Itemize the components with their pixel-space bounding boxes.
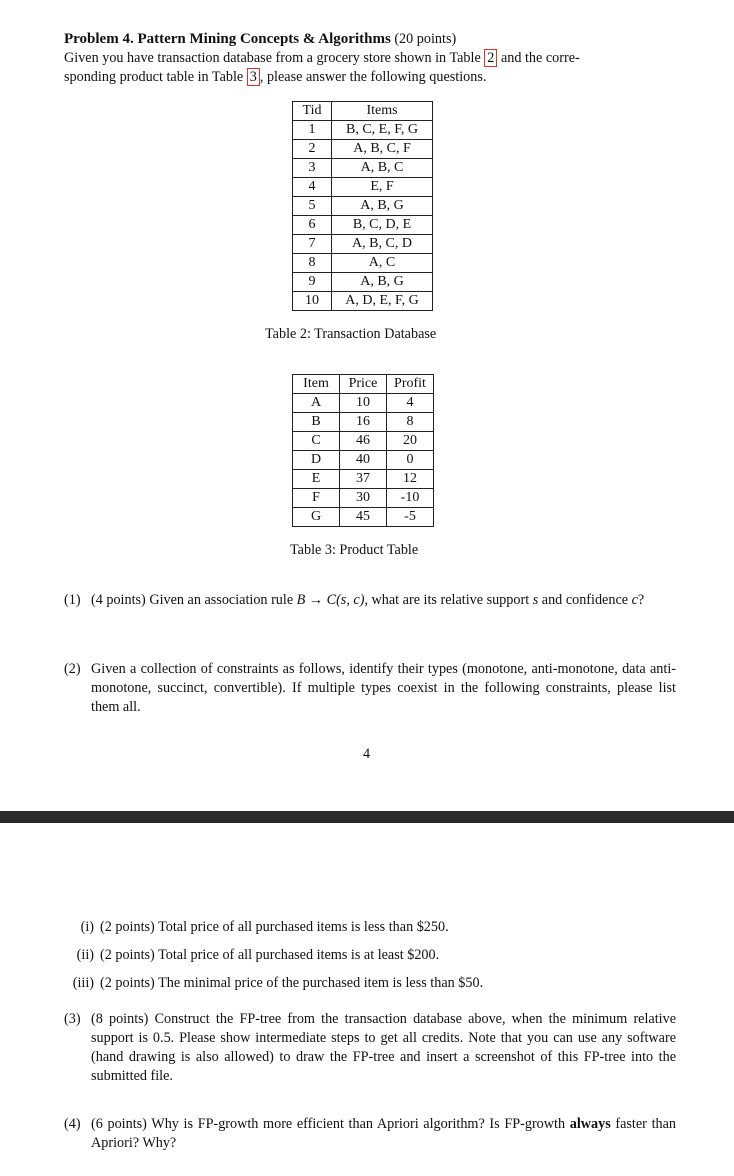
table-row xyxy=(293,121,433,140)
table-row xyxy=(293,292,433,311)
price-cell: 45 xyxy=(340,508,387,527)
profit-cell: -10 xyxy=(387,489,434,508)
problem-intro xyxy=(64,30,676,87)
tid-cell: 2 xyxy=(293,140,332,159)
table-row xyxy=(293,178,433,197)
list-item xyxy=(56,974,483,993)
intro-text: and the corre- xyxy=(500,50,580,66)
table-row xyxy=(293,140,433,159)
column-header: Profit xyxy=(387,375,434,394)
items-cell: A, B, C xyxy=(332,159,433,178)
question-number: (4) xyxy=(64,1116,81,1132)
question-text: ? xyxy=(637,592,645,608)
profit-cell: 4 xyxy=(387,394,434,413)
table-ref-link[interactable]: 3 xyxy=(247,68,260,86)
items-cell: A, D, E, F, G xyxy=(332,292,433,311)
question-4 xyxy=(64,1115,676,1153)
question-3 xyxy=(64,1010,676,1086)
table-row xyxy=(293,254,433,273)
tid-cell: 3 xyxy=(293,159,332,178)
subitem-text: (2 points) Total price of all purchased items is less than $250. xyxy=(100,919,449,935)
table-row xyxy=(293,273,433,292)
item-cell: F xyxy=(293,489,340,508)
price-cell: 16 xyxy=(340,413,387,432)
profit-cell: 0 xyxy=(387,451,434,470)
subitem-text: (2 points) Total price of all purchased items is at least $200. xyxy=(100,947,440,963)
table-header-row xyxy=(293,375,434,394)
list-item xyxy=(56,918,449,937)
profit-cell: 20 xyxy=(387,432,434,451)
column-header: Tid xyxy=(293,102,332,121)
question-number: (1) xyxy=(64,592,81,608)
item-cell: E xyxy=(293,470,340,489)
page-divider xyxy=(0,811,734,823)
price-cell: 46 xyxy=(340,432,387,451)
tid-cell: 5 xyxy=(293,197,332,216)
items-cell: A, B, C, F xyxy=(332,140,433,159)
price-cell: 40 xyxy=(340,451,387,470)
table-row xyxy=(293,432,434,451)
question-text: confidence xyxy=(565,592,629,608)
items-cell: A, C xyxy=(332,254,433,273)
table-row xyxy=(293,235,433,254)
list-item xyxy=(56,946,439,965)
intro-text: sponding product table in Table xyxy=(64,69,244,85)
items-cell: B, C, E, F, G xyxy=(332,121,433,140)
tid-cell: 6 xyxy=(293,216,332,235)
question-text: (8 points) Construct the FP-tree from the transaction database above, when the minimum relative support is 0.5. Please show intermediate steps to get all credits. Note that you can use any software (hand drawing is also allowed) to draw the FP-tree and insert a screenshot of this FP-tree into the submitted file. xyxy=(91,1011,676,1084)
price-cell: 37 xyxy=(340,470,387,489)
tid-cell: 1 xyxy=(293,121,332,140)
question-number: (2) xyxy=(64,661,81,677)
confidence-symbol: c xyxy=(631,592,638,608)
items-cell: B, C, D, E xyxy=(332,216,433,235)
profit-cell: 12 xyxy=(387,470,434,489)
question-text: (4 points) Given an association rule xyxy=(91,592,294,608)
price-cell: 30 xyxy=(340,489,387,508)
column-header: Price xyxy=(340,375,387,394)
tid-cell: 8 xyxy=(293,254,332,273)
items-cell: E, F xyxy=(332,178,433,197)
question-text: , what are its relative support xyxy=(364,592,530,608)
page-number: 4 xyxy=(363,746,371,762)
question-number: (3) xyxy=(64,1011,81,1027)
table-row xyxy=(293,394,434,413)
tid-cell: 4 xyxy=(293,178,332,197)
table-row xyxy=(293,413,434,432)
items-cell: A, B, G xyxy=(332,197,433,216)
item-cell: A xyxy=(293,394,340,413)
table-row xyxy=(293,197,433,216)
subitem-number: (iii) xyxy=(72,975,94,991)
item-cell: B xyxy=(293,413,340,432)
item-cell: D xyxy=(293,451,340,470)
table-ref-link[interactable]: 2 xyxy=(484,49,497,67)
subitem-text: (2 points) The minimal price of the purchased item is less than $50. xyxy=(100,975,484,991)
rule-formula: B → C(s, c) xyxy=(296,592,365,608)
items-cell: A, B, C, D xyxy=(332,235,433,254)
transaction-table xyxy=(292,101,433,311)
question-1 xyxy=(64,591,676,610)
profit-cell: -5 xyxy=(387,508,434,527)
question-text: Given a collection of constraints as follows, identify their types (monotone, anti-monotone, data anti-monotone, succinct, convertible). If multiple types coexist in the following constraints, please list them all. xyxy=(91,661,676,715)
table-row xyxy=(293,159,433,178)
question-2 xyxy=(64,660,676,717)
table2-caption: Table 2: Transaction Database xyxy=(265,326,437,342)
tid-cell: 9 xyxy=(293,273,332,292)
table3-caption: Table 3: Product Table xyxy=(290,542,419,558)
problem-points: (20 points) xyxy=(394,31,457,47)
support-symbol: s xyxy=(532,592,539,608)
problem-heading: Problem 4. Pattern Mining Concepts & Algorithms xyxy=(64,31,391,47)
items-cell: A, B, G xyxy=(332,273,433,292)
emphasis-text: always xyxy=(569,1116,611,1132)
table-row xyxy=(293,216,433,235)
subitem-number: (ii) xyxy=(76,947,94,963)
profit-cell: 8 xyxy=(387,413,434,432)
item-cell: G xyxy=(293,508,340,527)
column-header: Items xyxy=(332,102,433,121)
table-header-row xyxy=(293,102,433,121)
tid-cell: 10 xyxy=(293,292,332,311)
table-row xyxy=(293,489,434,508)
tid-cell: 7 xyxy=(293,235,332,254)
column-header: Item xyxy=(293,375,340,394)
table-row xyxy=(293,451,434,470)
question-text: faster than Apriori? Why? xyxy=(91,1116,676,1151)
subitem-number: (i) xyxy=(80,919,94,935)
table-row xyxy=(293,470,434,489)
item-cell: C xyxy=(293,432,340,451)
question-text: (6 points) Why is FP-growth more efficient than Apriori algorithm? Is FP-growth xyxy=(91,1116,566,1132)
intro-text: , please answer the following questions. xyxy=(259,69,487,85)
price-cell: 10 xyxy=(340,394,387,413)
intro-text: Given you have transaction database from a grocery store shown in Table xyxy=(64,50,481,66)
question-text: and xyxy=(541,592,563,608)
product-table xyxy=(292,374,434,527)
table-row xyxy=(293,508,434,527)
